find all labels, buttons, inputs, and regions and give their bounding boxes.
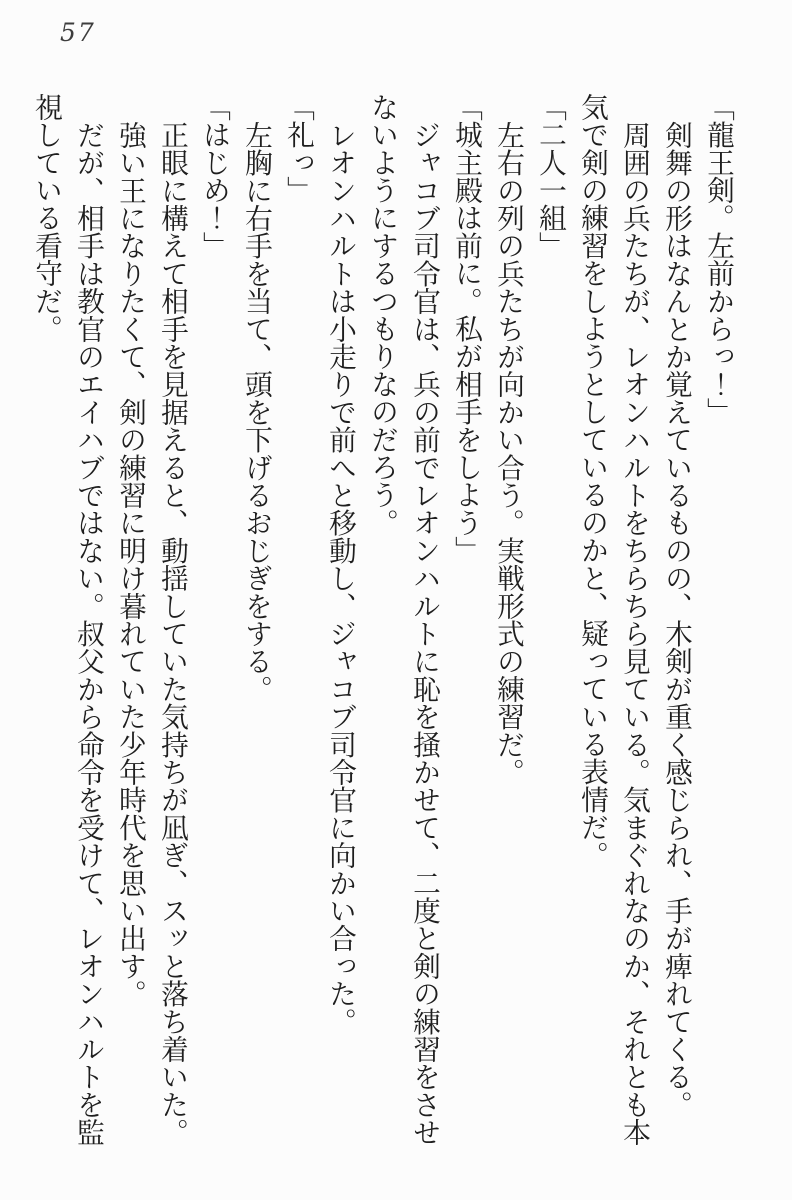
paragraph-narration: ジャコブ司令官は、兵の前でレオンハルトに恥を掻かせて、二度と剣の練習をさせないようにするつもりなのだろう。 <box>366 93 441 1146</box>
paragraph-narration: 剣舞の形はなんとか覚えているものの、木剣が重く感じられ、手が痺れてくる。 <box>660 120 693 1118</box>
paragraph-narration: 正眼に構えて相手を見据えると、動揺していた気持ちが凪ぎ、スッと落ち着いた。 <box>156 120 189 1146</box>
paragraph-dialogue: 「龍王剣。左前からっ！」 <box>702 93 735 426</box>
paragraph-dialogue: 「礼っ」 <box>282 93 315 204</box>
paragraph-dialogue: 「二人一組」 <box>534 93 567 260</box>
paragraph-narration: 周囲の兵たちが、レオンハルトをちらちら見ている。気まぐれなのか、それとも本気で剣の練習をしようとしているのかと、疑っている表情だ。 <box>576 93 651 1146</box>
paragraph-dialogue: 「はじめ！」 <box>198 93 231 260</box>
paragraph-narration: 左右の列の兵たちが向かい合う。実戦形式の練習だ。 <box>492 120 525 786</box>
paragraph-dialogue: 「城主殿は前に。私が相手をしよう」 <box>450 93 483 564</box>
page-number: 57 <box>60 18 96 47</box>
page-text <box>25 93 739 1146</box>
paragraph-narration: 左胸に右手を当て、頭を下げるおじぎをする。 <box>240 120 273 703</box>
paragraph-narration: 強い王になりたくて、剣の練習に明け暮れていた少年時代を思い出す。 <box>114 120 147 1008</box>
paragraph-narration: レオンハルトは小走りで前へと移動し、ジャコブ司令官に向かい合った。 <box>324 120 357 1035</box>
paragraph-narration: だが、相手は教官のエイハブではない。叔父から命令を受けて、レオンハルトを監視している看守だ。 <box>30 93 105 1146</box>
